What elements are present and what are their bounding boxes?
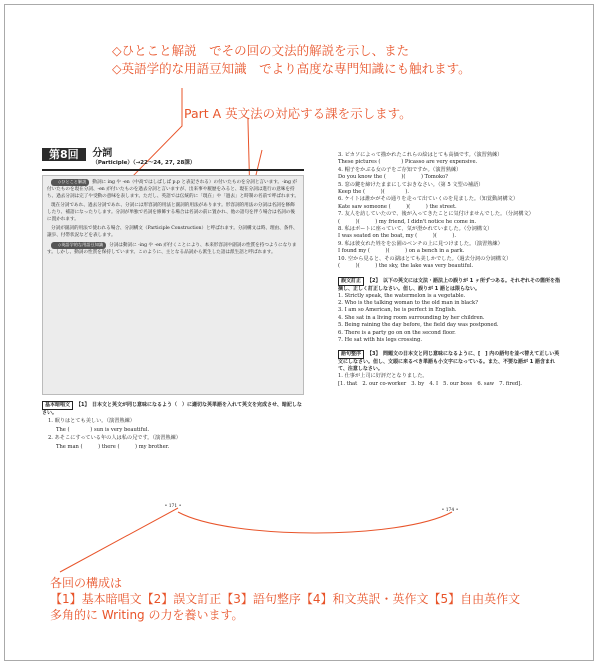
lesson-title	[92, 148, 195, 167]
answer-10: ( )( ) the sky, the lake was very beautiful.	[338, 263, 474, 270]
answer-1: The ( ) sun is very beautiful.	[56, 426, 150, 433]
annotation-bottom-line2: 【1】基本暗唱文【2】誤文訂正【3】語句整序【4】和文英訳・英作文【5】自由英作文	[50, 592, 521, 606]
header-rule	[42, 169, 304, 171]
hitokoto-pill: ◇ひとこと解説	[51, 179, 89, 186]
answer-7: ( )( ) my friend, I didn't notice he come in.	[338, 218, 477, 225]
item-6: 6. ケイトは誰かがその通りを走って出ていくのを見ました。（知覚動詞構文）	[338, 196, 519, 203]
sentence-3: 3. I am so American, he is perfect in English.	[338, 307, 457, 314]
answer-9: I found my ( )( ) on a bench in a park.	[338, 248, 465, 255]
section-3-heading	[338, 350, 562, 373]
explanation-text-4: 分詞は動詞に -ing や -en が付くことにより、本来形容詞や副詞の性質を持つようになります。しかし、動詞の性質を保持しています。このように、主となる品詞から派生した語は派生語と呼ばれます。	[47, 242, 297, 255]
explanation-para-3: 分詞が副詞的用法で使われる場合、分詞構文（Participle Construction）と呼ばれます。分詞構文は時、理由、条件、譲歩、付帯状況などを表します。	[47, 225, 298, 238]
answer-4: Do you know the ( )( ) Tomoko?	[338, 174, 448, 181]
annotation-mid: Part A 英文法の対応する課を示します。	[184, 106, 412, 121]
item-10: 10. 空から見ると、その湖はとても美しかでした。（過去分詞の分詞構文）	[338, 255, 512, 262]
annotation-top-line1: ◇ひとこと解説 でその回の文法的解説を示し、また	[112, 43, 410, 58]
item-3: 3. ピカソによって描かれたこれらの絵はとても高価です。（演習熟練）	[338, 152, 503, 158]
explanation-box	[42, 175, 304, 395]
sentence-5: 5. Being raining the day before, the field day was postponed.	[338, 322, 499, 329]
section-1-instructions: 【1】 日本文と英文が同じ意味になるよう（ ）に適切な英単語を入れて英文を完成させ、暗記しなさい。	[42, 402, 302, 417]
left-page	[42, 148, 304, 518]
lesson-title-en: （Participle）（→22〜24, 27, 28課）	[92, 160, 196, 166]
annotation-bottom-line1: 各回の構成は	[50, 576, 123, 590]
annotation-bottom	[50, 575, 520, 623]
explanation-text-1: 動詞に ing や -en（中高ではしばしば p.p と表記される）の付いたものを分詞と言います。-ing が付いたものを現在分詞、-en が付いたものを過去分詞と言いますが、出来事や履歴をみると、現在分詞は進行の意味を持ち、過去分詞は完了や受動の意味を表します。ただし、英語では伝統的に「現在」や「過去」と時制の名前で呼ばれます。	[47, 180, 299, 200]
sentence-6: 6. There is a party go on on the second floor.	[338, 329, 456, 336]
sentence-8: 1. 仕事が上司に好評だとなりました。	[338, 373, 428, 380]
answer-2: The man ( ) there ( ) my brother.	[56, 443, 170, 450]
left-page-number: • 171 •	[164, 503, 182, 509]
explanation-para-4	[47, 242, 299, 257]
explanation-para-1	[47, 179, 299, 201]
mame-chishiki-pill: ◇英語学的な用語豆知識	[51, 242, 106, 249]
question-2: 2. あそこにすっている年の人は私の兄です。（演習熟練）	[48, 435, 181, 442]
item-5: 5. 窓の鍵を締けたままにしておきなさい。（第 5 文型の補語）	[338, 181, 484, 188]
sentence-7: 7. He sat with his legs crossing.	[338, 336, 422, 343]
section-1-heading	[42, 401, 304, 417]
item-4: 4. 帽子をかぶる女の子をご存知ですか。（演習熟練）	[338, 166, 462, 173]
right-page	[338, 152, 562, 522]
item-8: 8. 私はボートに座っていて、気が澄かれていました。（分詞構文）	[338, 226, 493, 233]
section-3-badge: 語句整序	[338, 350, 364, 359]
section-2-instructions: 【2】 以下の英文には文法・語法上の誤りが 1 ヶ所ずつある。それぞれその箇所を指摘し、正しく訂正しなさい。但し、誤りが 1 語とは限らない。	[338, 277, 560, 292]
right-page-number: • 174 •	[441, 507, 459, 513]
answer-8: I was seated on the boat, my ( )( ).	[338, 233, 457, 240]
sentence-2: 2. Who is the talking woman to the old man in black?	[338, 299, 478, 306]
sentence-1: 1. Strictly speak, the watermelon is a vegetable.	[338, 292, 466, 299]
sentence-4: 4. She sat in a living room surrounding by her children.	[338, 314, 485, 321]
answer-3: These pictures ( ) Picasso are very expensive.	[338, 159, 478, 166]
lesson-header	[42, 148, 304, 167]
answer-5: Keep the ( )( ).	[338, 189, 410, 196]
item-7: 7. 友人を訪していたので、後が入ってきたことに気付けませんでした。（分詞構文）	[338, 211, 534, 218]
lesson-number-tag: 第8回	[42, 148, 86, 161]
question-1: 1. 眠りはとても美しい。（演習熟練）	[48, 418, 135, 425]
annotation-top-line2: ◇英語学的な用語豆知識 でより高度な専門知識にも触れます。	[112, 61, 471, 76]
item-9: 9. 私は彼女れた姓をを公園のベンチの上に見つけました。（演習熟練）	[338, 240, 503, 247]
section-2-badge: 誤文訂正	[338, 277, 364, 286]
section-1-badge: 基本暗唱文	[42, 401, 73, 410]
section-2-heading	[338, 277, 562, 293]
answer-6: Kate saw someone ( )( ) the street.	[338, 203, 457, 210]
annotation-bottom-line3: 多角的に Writing の力を養います。	[50, 608, 244, 622]
explanation-para-2: 現在分詞であれ、過去分詞であれ、分詞には形容詞的用法と副詞的用法があります。形容詞的用法の分詞は名詞を修飾したり、補語になったりします。分詞が単独で名詞を修飾する場合は名詞の前に置かれ、他の語句を伴う場合は名詞の後に置かれます。	[47, 203, 295, 222]
sentence-8-options: [1. that 2. our co-worker 3. by 4. I 5. our boss 6. saw 7. fired].	[338, 380, 522, 387]
section-3-instructions: 【3】 問題文の日本文と同じ意味になるように、[ ] 内の語句を並べ替えて正しい英文にしなさい。但し、文頭に来るべき単語も小文字になっている。また、不要な語が 1 語含まれて、注意しなさい。	[338, 351, 560, 373]
annotation-top	[112, 42, 471, 78]
lesson-title-jp: 分詞	[92, 148, 113, 159]
